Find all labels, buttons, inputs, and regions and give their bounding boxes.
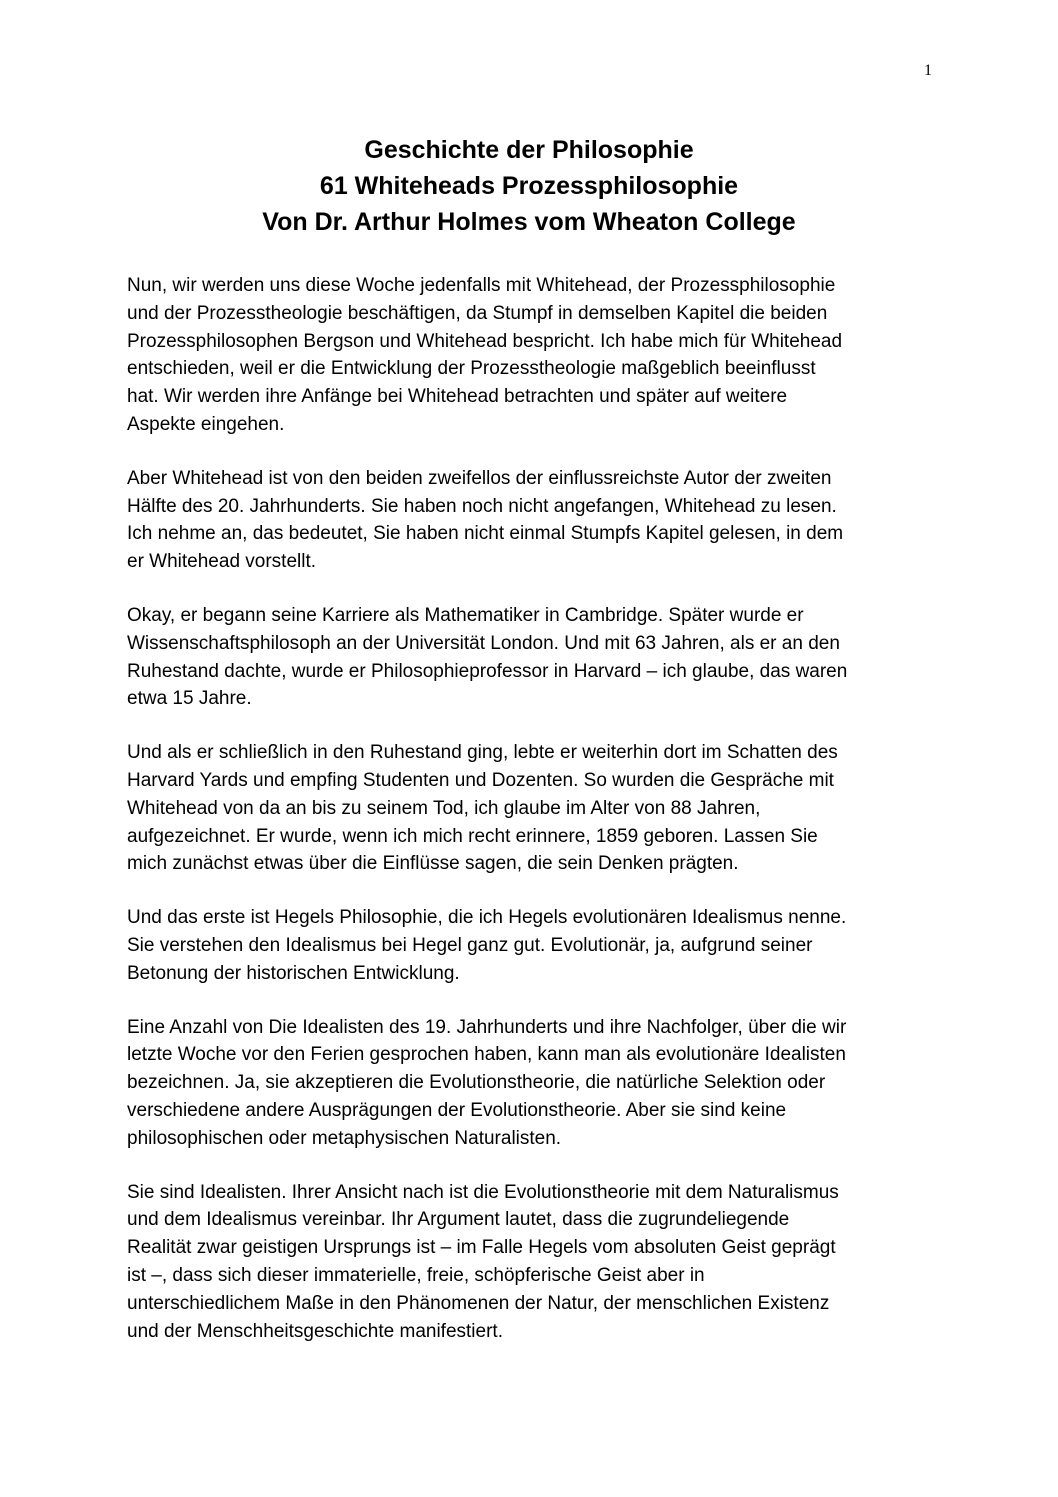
text-line: mich zunächst etwas über die Einflüsse sagen, die sein Denken prägten. <box>127 853 739 875</box>
title-block <box>0 132 1058 240</box>
text-line: hat. Wir werden ihre Anfänge bei Whitehead betrachten und später auf weitere <box>127 386 788 408</box>
text-line: entschieden, weil er die Entwicklung der Prozesstheologie maßgeblich beeinflusst <box>127 358 816 380</box>
text-line: Und als er schließlich in den Ruhestand ging, lebte er weiterhin dort im Schatten des <box>127 742 838 764</box>
text-line: unterschiedlichem Maße in den Phänomenen der Natur, der menschlichen Existenz <box>127 1292 830 1314</box>
text-line: philosophischen oder metaphysischen Naturalisten. <box>127 1127 562 1149</box>
text-line: Aber Whitehead ist von den beiden zweifellos der einflussreichste Autor der zweiten <box>127 467 832 489</box>
text-line: verschiedene andere Ausprägungen der Evolutionstheorie. Aber sie sind keine <box>127 1099 787 1121</box>
text-line: etwa 15 Jahre. <box>127 688 252 710</box>
paragraph <box>127 602 935 713</box>
text-line: Sie verstehen den Idealismus bei Hegel ganz gut. Evolutionär, ja, aufgrund seiner <box>127 934 813 956</box>
text-line: Harvard Yards und empfing Studenten und Dozenten. So wurden die Gespräche mit <box>127 769 834 791</box>
text-line: und der Prozesstheologie beschäftigen, da Stumpf in demselben Kapitel die beiden <box>127 302 828 324</box>
paragraph <box>127 1014 935 1153</box>
paragraph <box>127 904 935 987</box>
paragraph <box>127 1179 935 1346</box>
text-line: und dem Idealismus vereinbar. Ihr Argument lautet, dass die zugrundeliegende <box>127 1209 790 1231</box>
text-line: Ruhestand dachte, wurde er Philosophieprofessor in Harvard – ich glaube, das waren <box>127 660 848 682</box>
text-line: Realität zwar geistigen Ursprungs ist – im Falle Hegels vom absoluten Geist geprägt <box>127 1237 836 1259</box>
text-line: Nun, wir werden uns diese Woche jedenfalls mit Whitehead, der Prozessphilosophie <box>127 275 836 296</box>
lecture-title: 61 Whiteheads Prozessphilosophie <box>319 172 739 200</box>
text-line: Okay, er begann seine Karriere als Mathematiker in Cambridge. Später wurde er <box>127 604 804 626</box>
text-line: letzte Woche vor den Ferien gesprochen haben, kann man als evolutionäre Idealisten <box>127 1044 846 1066</box>
paragraph <box>127 272 935 439</box>
text-line: Eine Anzahl von Die Idealisten des 19. Jahrhunderts und ihre Nachfolger, über die wir <box>127 1016 847 1038</box>
paragraph <box>127 739 935 878</box>
text-line: ist –, dass sich dieser immaterielle, freie, schöpferische Geist aber in <box>127 1264 705 1286</box>
text-line: und der Menschheitsgeschichte manifestiert. <box>127 1320 503 1342</box>
text-line: Aspekte eingehen. <box>127 413 285 435</box>
text-line: Und das erste ist Hegels Philosophie, die ich Hegels evolutionären Idealismus nenne. <box>127 907 847 929</box>
body-text <box>127 272 935 1371</box>
text-line: Whitehead von da an bis zu seinem Tod, ich glaube im Alter von 88 Jahren, <box>127 797 761 819</box>
author-line: Von Dr. Arthur Holmes vom Wheaton College <box>262 208 796 236</box>
text-line: Sie sind Idealisten. Ihrer Ansicht nach ist die Evolutionstheorie mit dem Naturalismus <box>127 1181 839 1203</box>
text-line: aufgezeichnet. Er wurde, wenn ich mich recht erinnere, 1859 geboren. Lassen Sie <box>127 825 818 847</box>
text-line: Ich nehme an, das bedeutet, Sie haben nicht einmal Stumpfs Kapitel gelesen, in dem <box>127 523 844 545</box>
page-number: 1 <box>924 62 932 79</box>
series-title: Geschichte der Philosophie <box>364 136 694 164</box>
text-line: Wissenschaftsphilosoph an der Universität London. Und mit 63 Jahren, als er an den <box>127 632 840 654</box>
text-line: er Whitehead vorstellt. <box>127 551 317 573</box>
text-line: Hälfte des 20. Jahrhunderts. Sie haben noch nicht angefangen, Whitehead zu lesen. <box>127 495 837 517</box>
text-line: Betonung der historischen Entwicklung. <box>127 962 460 984</box>
text-line: bezeichnen. Ja, sie akzeptieren die Evolutionstheorie, die natürliche Selektion oder <box>127 1072 826 1094</box>
paragraph <box>127 465 935 576</box>
text-line: Prozessphilosophen Bergson und Whitehead bespricht. Ich habe mich für Whitehead <box>127 330 843 352</box>
